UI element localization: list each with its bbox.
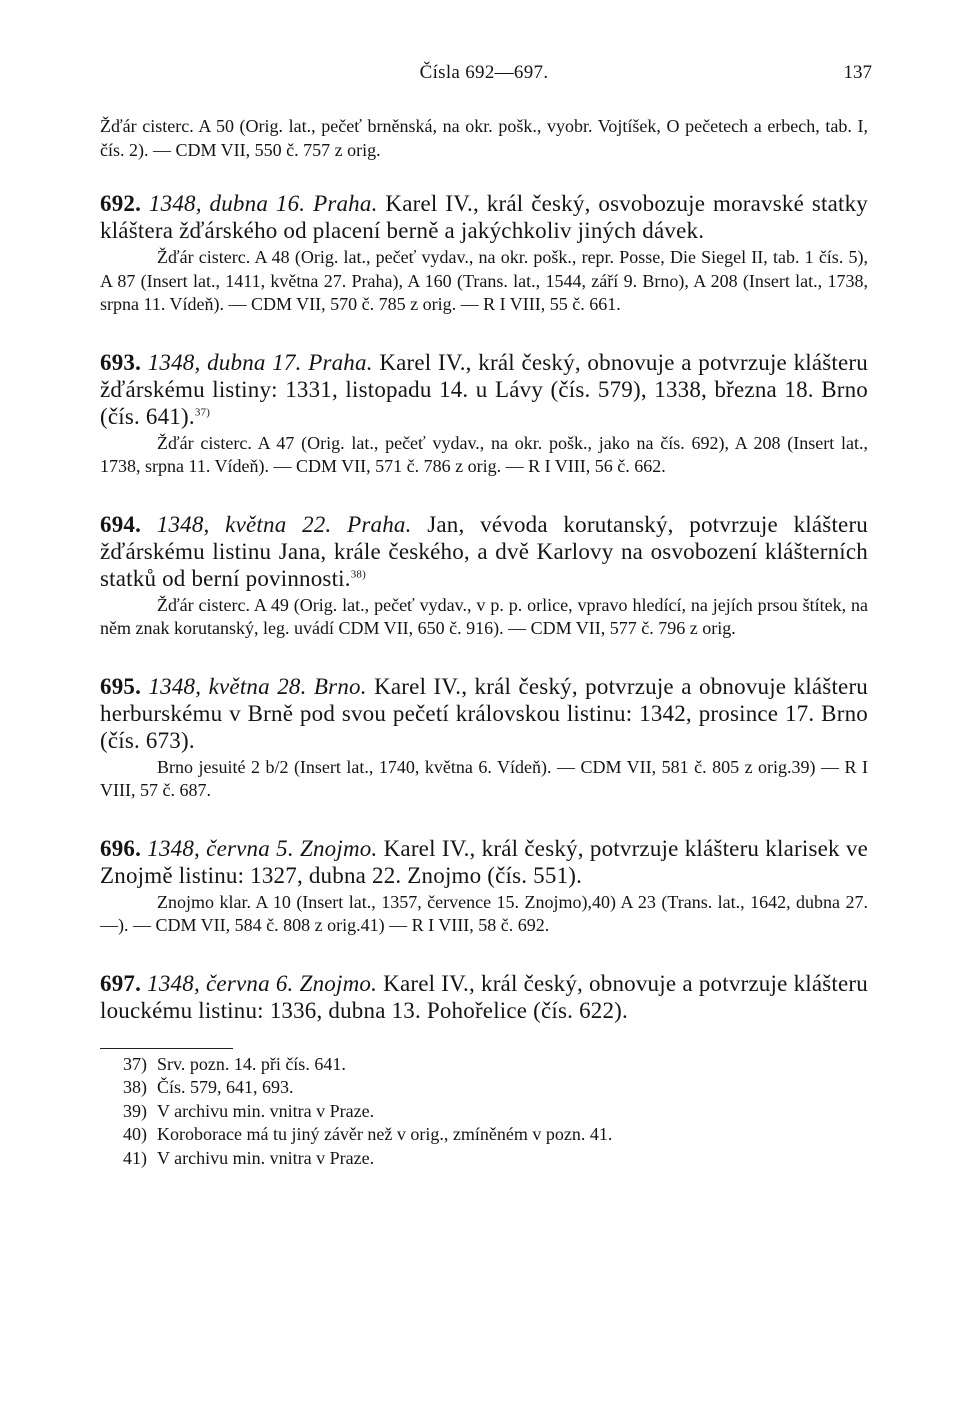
entry-source-text: Znojmo klar. A 10 (Insert lat., 1357, července 15. Znojmo),40) A 23 (Trans. lat., 1642, dubna 27. —). — CDM VII, 584 č. 808 z orig.41) — R I VIII, 58 č. 692. (100, 891, 868, 935)
regest-entry (100, 190, 868, 317)
footnote (100, 1147, 868, 1171)
entry-date: 1348, dubna 16. Praha. (148, 191, 378, 216)
footnotes (100, 1053, 868, 1171)
entry-summary: Karel IV., král český, obnovuje a potvrzuje klášteru žďárskému listiny: 1331, listopadu 14. u Lávy (čís. 579), 1338, března 18. Brno (čís. 641). (100, 349, 868, 429)
footnote-ref[interactable]: 38) (350, 567, 366, 580)
footnote-number: 38) (123, 1077, 147, 1097)
running-head-title: Čísla 692—697. (419, 62, 549, 83)
footnote-text: Čís. 579, 641, 693. (157, 1077, 294, 1097)
entry-date: 1348, června 5. Znojmo. (147, 835, 378, 861)
entry-summary: Karel IV., král český, potvrzuje klášteru klarisek ve Znojmě listinu: 1327, dubna 22. Znojmo (čís. 551). (100, 835, 869, 888)
regest-entry (100, 511, 868, 641)
continuation-text: Žďár cisterc. A 50 (Orig. lat., pečeť brněnská, na okr. pošk., vyobr. Vojtíšek, O pečetech a erbech, tab. I, čís. 2). — CDM VII, 550 č. 757 z orig. (100, 116, 868, 160)
entry-heading (100, 673, 868, 754)
entry-summary: Jan, vévoda korutanský, potvrzuje klášteru žďárskému listinu Jana, krále českého, a dvě Karlovy na osvobození klášterních statků od berní povinnosti. (100, 511, 869, 591)
entry-source (100, 246, 868, 317)
regest-entry (100, 970, 868, 1024)
footnote-text: V archivu min. vnitra v Praze. (157, 1147, 375, 1168)
entry-date: 1348, dubna 17. Praha. (147, 349, 373, 375)
entry-summary: Karel IV., král český, osvobozuje moravské statky kláštera žďárského od placení berně a jakýchkoliv jiných dávek. (100, 191, 869, 243)
entry-date: 1348, května 28. Brno. (148, 673, 367, 699)
entry-number: 693. (100, 349, 142, 375)
entry-source-text: Žďár cisterc. A 49 (Orig. lat., pečeť vydav., v p. p. orlice, vpravo hledící, na jejích prsou štítek, na něm znak korutanský, leg. uvádí CDM VII, 650 č. 916). — CDM VII, 577 č. 796 z orig. (100, 594, 868, 638)
regest-entry (100, 349, 868, 479)
footnote-text: Koroborace má tu jiný závěr než v orig., zmíněném v pozn. 41. (157, 1124, 613, 1144)
entry-source (100, 594, 868, 641)
footnote-number: 37) (123, 1053, 147, 1074)
entry-source-text: Žďár cisterc. A 48 (Orig. lat., pečeť vydav., na okr. pošk., repr. Posse, Die Siegel II, tab. 1 čís. 5), A 87 (Insert lat., 1411, května 27. Praha), A 160 (Trans. lat., 1544, září 9. Brno), A 208 (Insert lat., 1738, srpna 11. Vídeň). — CDM VII, 570 č. 785 z orig. — R I VIII, 55 č. 661. (100, 247, 868, 314)
entry-source-text: Brno jesuité 2 b/2 (Insert lat., 1740, května 6. Vídeň). — CDM VII, 581 č. 805 z orig.39) — R I VIII, 57 č. 687. (100, 756, 868, 800)
footnote (100, 1100, 868, 1124)
entry-heading (100, 349, 868, 430)
footnote-ref[interactable]: 37) (194, 405, 211, 418)
footnote-divider (100, 1048, 233, 1049)
footnote-number: 41) (123, 1147, 147, 1168)
entry-date: 1348, května 22. Praha. (156, 511, 412, 537)
footnote-text: Srv. pozn. 14. při čís. 641. (157, 1053, 346, 1074)
entry-summary: Karel IV., král český, potvrzuje a obnovuje klášteru herburskému v Brně pod svou pečetí královskou listinu: 1342, prosince 17. Brno (čís. 673). (100, 673, 868, 753)
entry-heading (100, 835, 868, 889)
entry-source-text: Žďár cisterc. A 47 (Orig. lat., pečeť vydav., na okr. pošk., jako na čís. 692), A 208 (Insert lat., 1738, srpna 11. Vídeň). — CDM VII, 571 č. 786 z orig. — R I VIII, 56 č. 662. (100, 432, 868, 476)
entry-number: 694. (100, 511, 142, 537)
document-page (100, 62, 872, 1170)
footnote-number: 40) (123, 1124, 147, 1144)
running-head (100, 62, 872, 92)
regest-entry (100, 673, 868, 803)
entry-summary: Karel IV., král český, obnovuje a potvrzuje klášteru louckému listinu: 1336, dubna 13. Pohořelice (čís. 622). (100, 970, 868, 1023)
entry-number: 695. (100, 673, 142, 699)
entry-source (100, 891, 868, 938)
footnote (100, 1076, 868, 1100)
regest-entry (100, 835, 868, 938)
entry-source (100, 432, 868, 479)
footnote (100, 1053, 868, 1077)
entry-heading (100, 190, 868, 244)
entry-heading (100, 511, 868, 592)
page-number: 137 (843, 62, 872, 83)
entry-number: 697. (100, 970, 142, 996)
footnote (100, 1123, 868, 1147)
entry-date: 1348, června 6. Znojmo. (147, 970, 378, 996)
footnote-text: V archivu min. vnitra v Praze. (157, 1100, 375, 1121)
entry-number: 696. (100, 835, 142, 861)
entry-source (100, 756, 868, 803)
entry-number: 692. (100, 191, 142, 216)
continuation-paragraph (100, 114, 868, 162)
entry-heading (100, 970, 868, 1024)
footnote-number: 39) (123, 1100, 147, 1121)
